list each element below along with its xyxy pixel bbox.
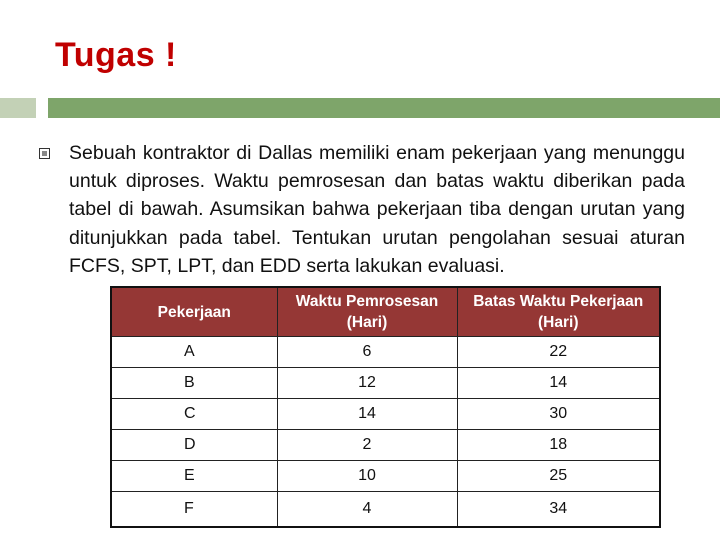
table-row [111, 368, 660, 399]
job-cell: F [111, 492, 277, 528]
due-date-cell: 34 [457, 492, 660, 528]
slide-title: Tugas ! [55, 36, 177, 74]
task-paragraph: Sebuah kontraktor di Dallas memiliki enam pekerjaan yang menunggu untuk diproses. Waktu pemrosesan dan batas waktu diberikan pada tabel di bawah. Asumsikan bahwa pekerjaan tiba dengan urutan yang ditunjukkan pada tabel. Tentukan urutan pengolahan sesuai aturan FCFS, SPT, LPT, dan EDD serta lakukan evaluasi. [69, 142, 685, 277]
table-row [111, 337, 660, 368]
header-waktu-pemrosesan: Waktu Pemrosesan (Hari) [277, 287, 457, 337]
header-batas-waktu: Batas Waktu Pekerjaan (Hari) [457, 287, 660, 337]
due-date-cell: 18 [457, 430, 660, 461]
processing-time-cell: 4 [277, 492, 457, 528]
table-row [111, 430, 660, 461]
due-date-cell: 30 [457, 399, 660, 430]
table-row [111, 461, 660, 492]
due-date-cell: 25 [457, 461, 660, 492]
processing-time-cell: 14 [277, 399, 457, 430]
processing-time-cell: 12 [277, 368, 457, 399]
jobs-table [110, 286, 661, 528]
job-cell: C [111, 399, 277, 430]
table-header-row [111, 287, 660, 337]
table-row [111, 492, 660, 528]
decorative-bar-dark [48, 98, 720, 118]
job-cell: E [111, 461, 277, 492]
due-date-cell: 14 [457, 368, 660, 399]
job-cell: B [111, 368, 277, 399]
header-pekerjaan: Pekerjaan [111, 287, 277, 337]
square-bullet-icon [39, 148, 50, 159]
processing-time-cell: 10 [277, 461, 457, 492]
processing-time-cell: 6 [277, 337, 457, 368]
processing-time-cell: 2 [277, 430, 457, 461]
table-row [111, 399, 660, 430]
job-cell: D [111, 430, 277, 461]
decorative-bar-light [0, 98, 36, 118]
job-cell: A [111, 337, 277, 368]
due-date-cell: 22 [457, 337, 660, 368]
